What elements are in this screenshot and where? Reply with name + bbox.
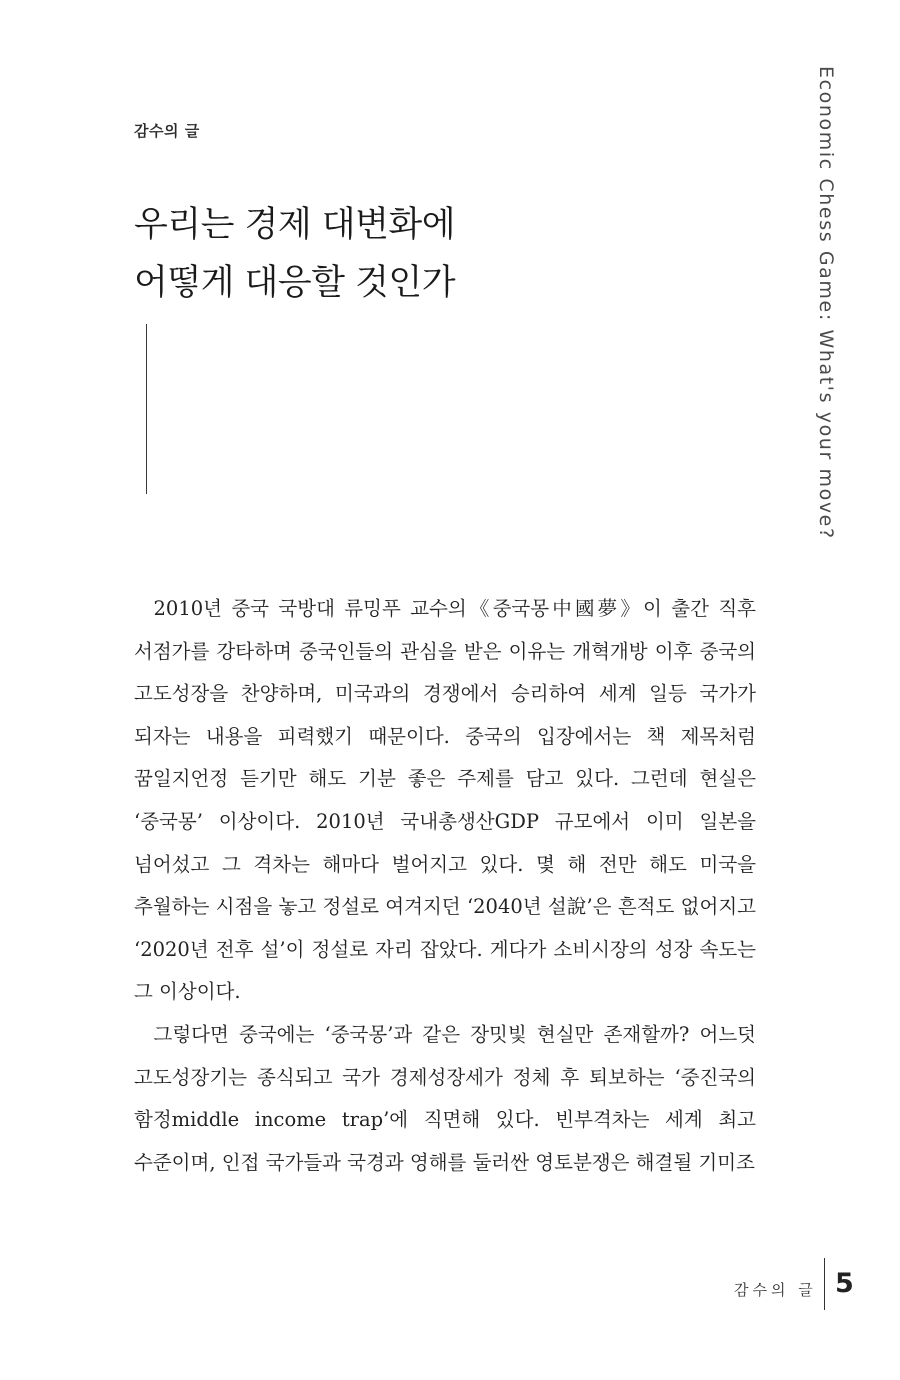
footer-divider	[824, 1258, 825, 1310]
paragraph-1: 2010년 중국 국방대 류밍푸 교수의《중국몽中國夢》이 출간 직후 서점가를 강타하며 중국인들의 관심을 받은 이유는 개혁개방 이후 중국의 고도성장을 찬양하며, 미국과의 경쟁에서 승리하여 세계 일등 국가가 되자는 내용을 피력했기 때문이다. 중국의 입장에서는 책 제목처럼 꿈일지언정 듣기만 해도 기분 좋은 주제를 담고 있다. 그런데 현실은 ‘중국몽’ 이상이다. 2010년 국내총생산GDP 규모에서 이미 일본을 넘어섰고 그 격차는 해마다 벌어지고 있다. 몇 해 전만 해도 미국을 추월하는 시점을 놓고 정설로 여겨지던 ‘2040년 설說’은 흔적도 없어지고 ‘2020년 전후 설’이 정설로 자리 잡았다. 게다가 소비시장의 성장 속도는 그 이상이다.	[134, 597, 756, 1004]
title-line-2: 어떻게 대응할 것인가	[134, 263, 456, 303]
page-number: 5	[835, 1268, 854, 1299]
paragraph-2: 그렇다면 중국에는 ‘중국몽’과 같은 장밋빛 현실만 존재할까? 어느덧 고도성장기는 종식되고 국가 경제성장세가 정체 후 퇴보하는 ‘중진국의 함정middle income trap’에 직면해 있다. 빈부격차는 세계 최고 수준이며, 인접 국가들과 국경과 영해를 둘러싼 영토분쟁은 해결될 기미조	[134, 1022, 756, 1174]
side-book-title: Economic Chess Game: What's your move?	[815, 66, 837, 540]
section-label: 감수의 글	[134, 122, 200, 140]
footer-section-label: 감수의 글	[734, 1281, 817, 1299]
title-line-1: 우리는 경제 대변화에	[134, 205, 456, 245]
body-text	[134, 588, 756, 1184]
page-title	[134, 196, 455, 312]
title-vertical-rule	[146, 324, 147, 494]
